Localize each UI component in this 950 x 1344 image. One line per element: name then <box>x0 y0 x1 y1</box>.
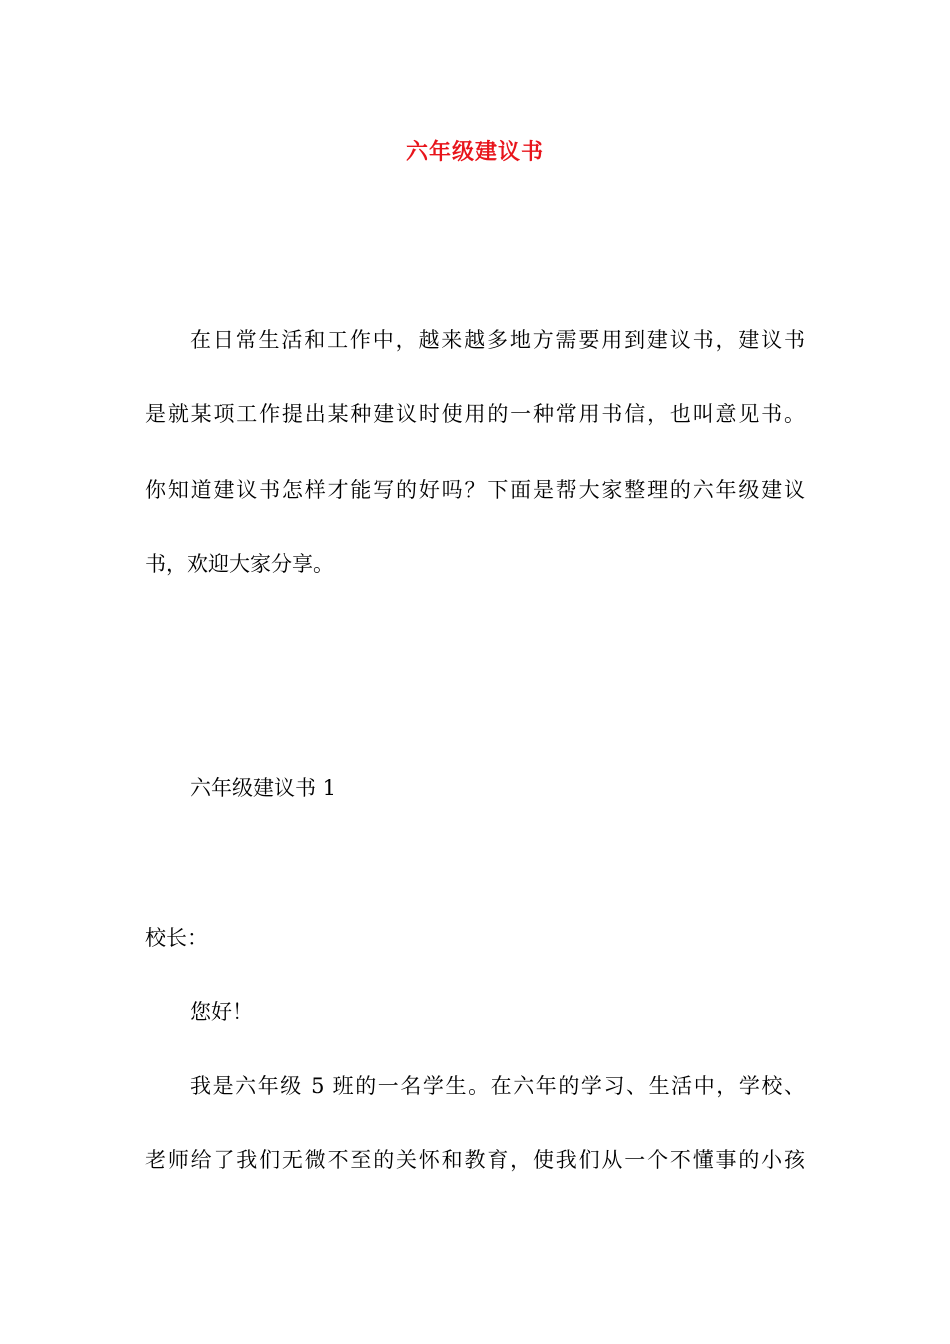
intro-line-2: 是就某项工作提出某种建议时使用的一种常用书信，也叫意见书。 <box>145 402 805 426</box>
letter-salutation: 校长： <box>145 926 208 950</box>
letter-body-line-2: 老师给了我们无微不至的关怀和教育，使我们从一个不懂事的小孩 <box>145 1148 805 1172</box>
section-heading: 六年级建议书 1 <box>190 776 337 800</box>
document-title: 六年级建议书 <box>405 139 544 165</box>
letter-greeting: 您好！ <box>190 1000 253 1024</box>
intro-line-1: 在日常生活和工作中，越来越多地方需要用到建议书，建议书 <box>190 328 805 352</box>
intro-line-3: 你知道建议书怎样才能写的好吗？下面是帮大家整理的六年级建议 <box>145 478 805 502</box>
letter-body-line-1: 我是六年级 5 班的一名学生。在六年的学习、生活中，学校、 <box>190 1074 805 1098</box>
intro-line-4: 书，欢迎大家分享。 <box>145 552 334 576</box>
